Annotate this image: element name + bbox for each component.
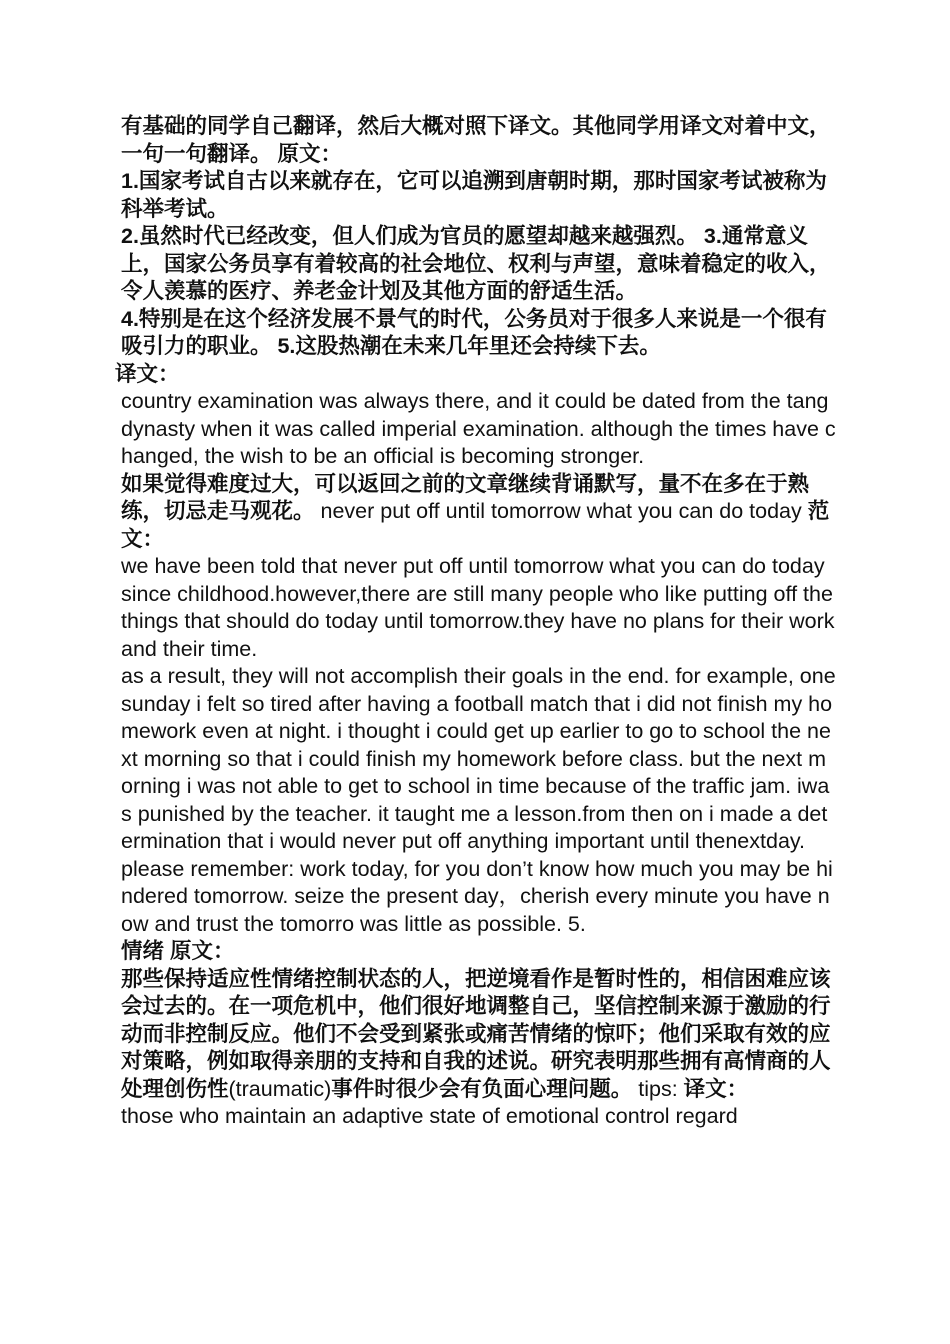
emotion-translation-paragraph: those who maintain an adaptive state of emotional control regard: [121, 1104, 738, 1128]
source-sentence-4-5: 4.特别是在这个经济发展不景气的时代，公务员对于很多人来说是一个很有吸引力的职业。 5.这股热潮在未来几年里还会持续下去。: [121, 306, 827, 358]
intro-paragraph: 有基础的同学自己翻译，然后大概对照下译文。其他同学用译文对着中文，一句一句翻译。 原文：: [121, 114, 831, 166]
emotion-translation-heading: 译文：: [683, 1076, 749, 1101]
essay-paragraph-3: [115, 856, 837, 966]
document-page: [115, 113, 837, 1131]
emotion-source-text: 那些保持适应性情绪控制状态的人，把逆境看作是暂时性的，相信困难应该会过去的。在一项危机中，他们很好地调整自己，坚信控制来源于激励的行动而非控制反应。他们不会受到紧张或痛苦情绪的惊吓；他们采取有效的应对策略，例如取得亲朋的支持和自我的述说。研究表明那些拥有高情商的人处理创伤性: [121, 966, 831, 1101]
essay-intro-paragraph: [115, 471, 837, 554]
traumatic-term: (traumatic): [228, 1076, 332, 1101]
source-sentence-2-3: 2.虽然时代已经改变，但人们成为官员的愿望却越来越强烈。 3.通常意义上，国家公务员享有着较高的社会地位、权利与声望，意味着稳定的收入，令人羡慕的医疗、养老金计划及其他方面的舒适生活。: [121, 224, 831, 303]
translation-paragraph: country examination was always there, and it could be dated from the tang dynasty when it was called imperial examination. although the times have changed, the wish to be an official is becoming stronger.: [121, 389, 836, 468]
tips-label: tips:: [632, 1076, 684, 1101]
essay-paragraph-3-text: please remember: work today, for you don’t know how much you may be hindered tomorrow. seize the present day，cherish every minute you have now and trust the tomorro was little as possible. 5.: [121, 856, 833, 936]
sample-essay-heading: 范文：: [121, 499, 830, 551]
essay-paragraph-1: we have been told that never put off until tomorrow what you can do today since childhood.however,there are still many people who like putting off the things that should do today until tomorrow.they have no plans for their work and their time.: [121, 554, 835, 661]
source-sentence-1: 1.国家考试自古以来就存在，它可以追溯到唐朝时期，那时国家考试被称为科举考试。: [121, 169, 827, 221]
section-5-heading: 情绪 原文：: [121, 939, 235, 963]
essay-paragraph-2: as a result, they will not accomplish their goals in the end. for example, one sunday i felt so tired after having a football match that i did not finish my homework even at night. i thought i could get up earlier to go to school the next morning so that i could finish my homework before class. but the next morning i was not able to get to school in time because of the traffic jam. iwas punished by the teacher. it taught me a lesson.from then on i made a determination that i would never put off anything important until thenextday.: [121, 664, 836, 853]
tip-text: 如果觉得难度过大，可以返回之前的文章继续背诵默写，量不在多在于熟练，切忌走马观花。: [121, 471, 810, 523]
essay-title: never put off until tomorrow what you can do today: [314, 499, 808, 523]
emotion-source-text-end: 事件时很少会有负面心理问题。: [331, 1076, 633, 1101]
emotion-source-paragraph: [115, 966, 837, 1104]
translation-heading: 译文：: [115, 361, 180, 386]
